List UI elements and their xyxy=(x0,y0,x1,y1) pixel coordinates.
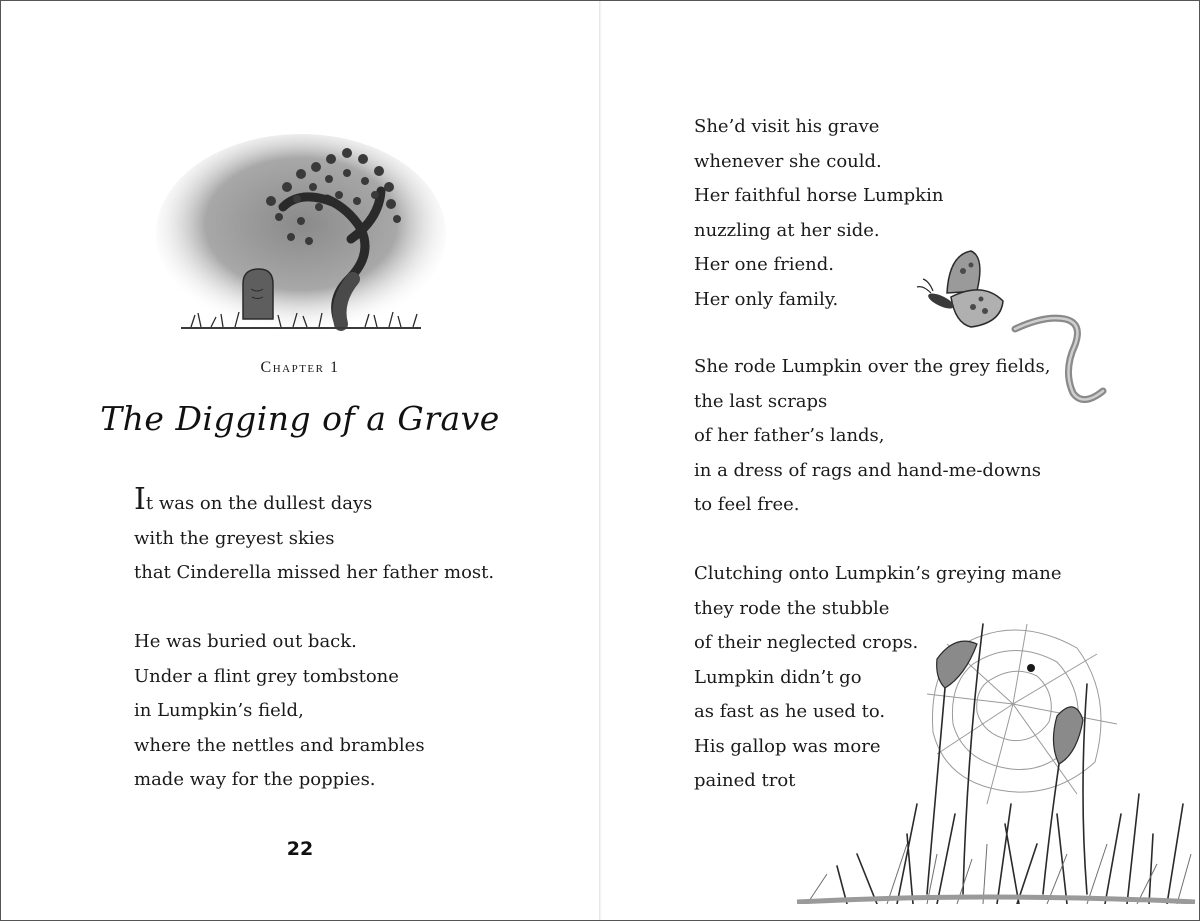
drop-cap: I xyxy=(134,482,146,517)
poem-line: Her one friend. xyxy=(694,254,834,275)
stanza-opening xyxy=(134,482,495,591)
poem-line: Her only family. xyxy=(694,288,839,310)
poem-line: made way for the poppies. xyxy=(134,769,376,790)
poem-line: whenever she could. xyxy=(694,150,882,172)
poem-line: She rode Lumpkin over the grey fields, xyxy=(694,356,1051,377)
poem-line: It was on the dullest days xyxy=(134,482,373,517)
poem-line: in Lumpkin’s field, xyxy=(134,700,304,721)
poem-line: as fast as he used to. xyxy=(694,701,886,722)
poem-line: with the greyest skies xyxy=(134,527,335,549)
poem-line: He was buried out back. xyxy=(134,631,357,652)
poem-line: Clutching onto Lumpkin’s greying mane xyxy=(694,563,1062,584)
poem-line: of their neglected crops. xyxy=(694,632,919,653)
poem-line: that Cinderella missed her father most. xyxy=(134,562,495,583)
right-page xyxy=(602,1,1199,920)
poem-line: His gallop was more xyxy=(694,735,881,757)
page-number: 22 xyxy=(286,838,314,860)
chapter-label: Chapter 1 xyxy=(260,359,340,376)
poem-line: to feel free. xyxy=(694,494,800,515)
poem-line: nuzzling at her side. xyxy=(694,219,880,241)
stanza-visits xyxy=(694,110,943,317)
left-page xyxy=(1,1,599,920)
butterfly-illustration xyxy=(915,241,1155,416)
wheat-and-spiderweb-illustration xyxy=(787,604,1199,904)
chapter-title: The Digging of a Grave xyxy=(100,399,500,438)
poem-line: Under a flint grey tombstone xyxy=(134,665,399,687)
poem-line: Lumpkin didn’t go xyxy=(694,666,862,688)
poem-line: Her faithful horse Lumpkin xyxy=(694,185,944,206)
poem-line: of her father’s lands, xyxy=(694,425,885,446)
poem-line: the last scraps xyxy=(694,390,828,412)
poem-line: pained trot xyxy=(694,770,796,791)
poem-line: they rode the stubble xyxy=(694,597,890,619)
poem-line: where the nettles and brambles xyxy=(134,734,425,756)
poem-line: She’d visit his grave xyxy=(694,116,880,137)
tree-and-tombstone-illustration xyxy=(151,129,451,344)
poem-line: in a dress of rags and hand-me-downs xyxy=(694,459,1042,481)
stanza-burial xyxy=(134,625,425,798)
